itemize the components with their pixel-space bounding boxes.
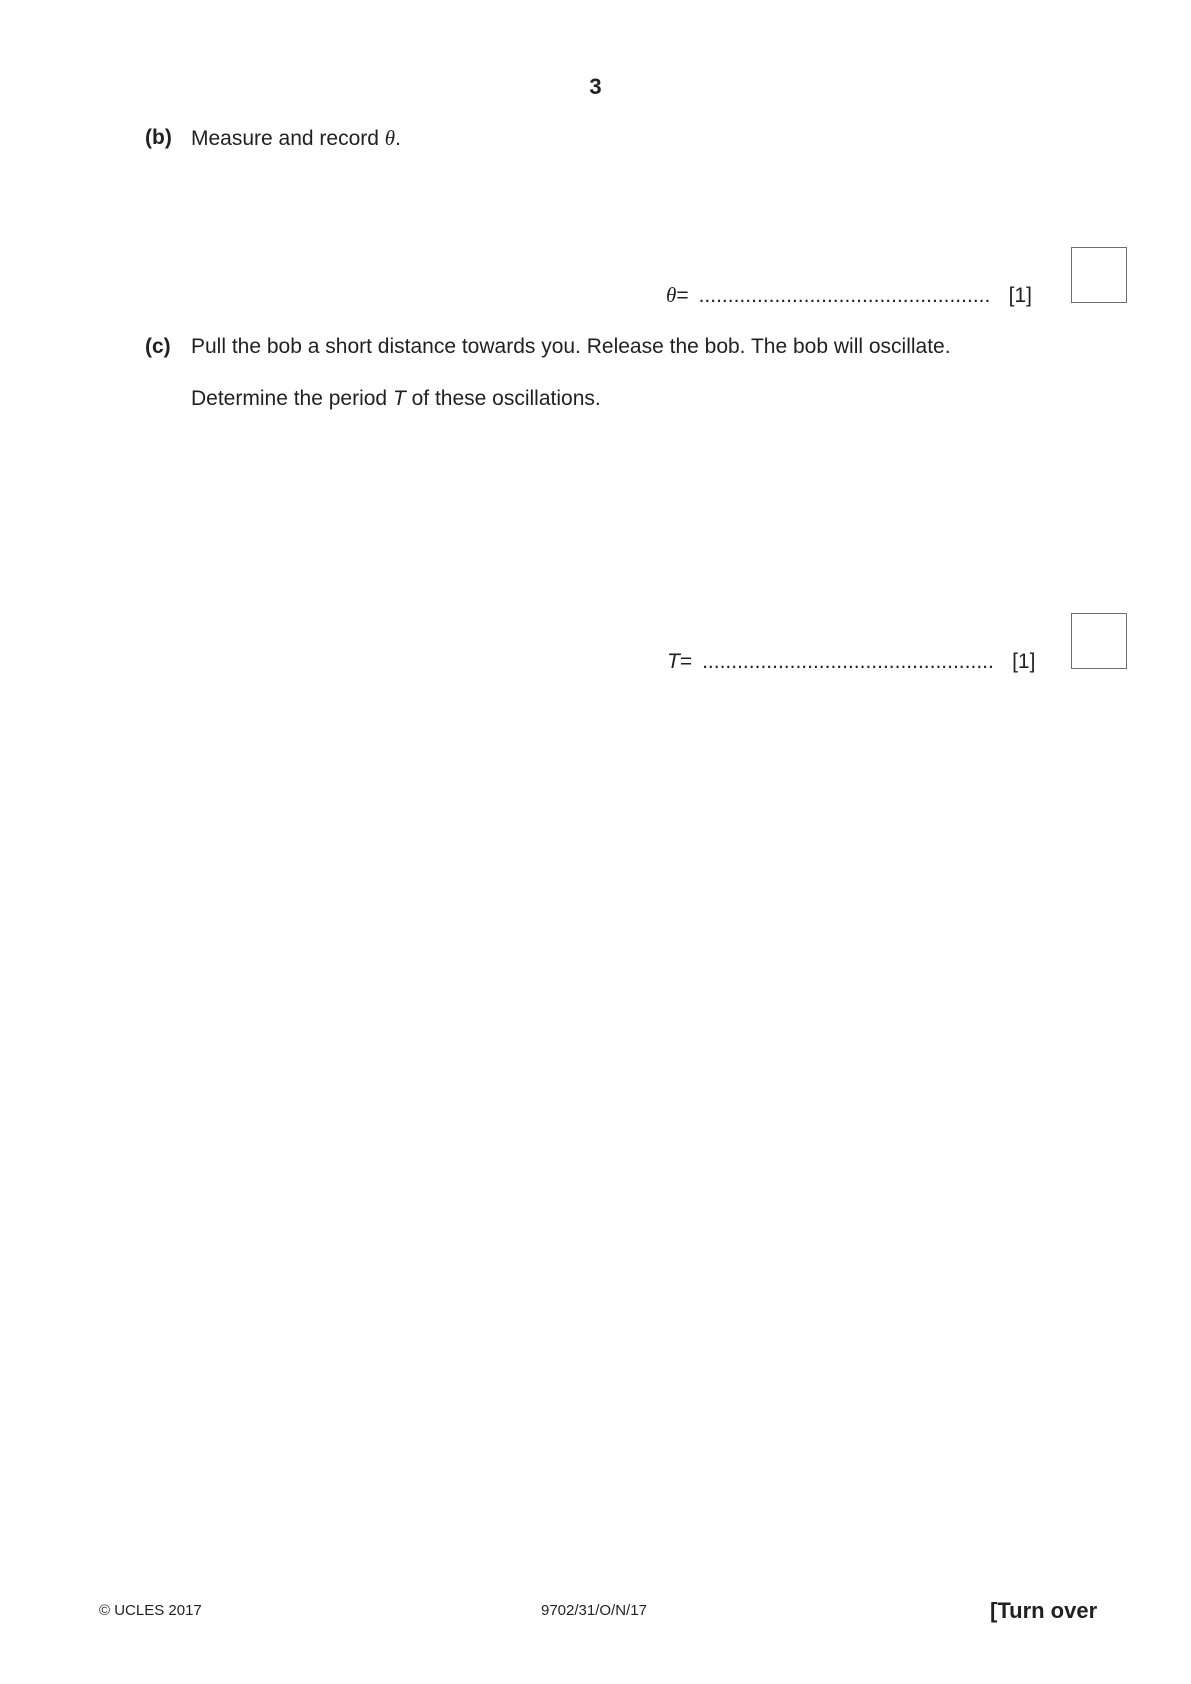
part-c-answer-field[interactable]: .................................................. <box>702 650 994 673</box>
part-c-line2-after: of these oscillations. <box>405 387 601 410</box>
turn-over-label: [Turn over <box>990 1598 1098 1623</box>
part-b-text-before: Measure and record <box>191 127 385 150</box>
part-c-answer-equals: = <box>679 650 693 673</box>
part-b-answer-field[interactable]: .................................................. <box>698 284 991 307</box>
part-b-answer-line <box>666 283 1032 308</box>
part-b-question <box>191 126 401 151</box>
part-c-line2-before: Determine the period <box>191 387 393 410</box>
page-number: 3 <box>589 74 602 99</box>
period-symbol: T <box>392 387 406 410</box>
part-c-line1: Pull the bob a short distance towards you. Release the bob. The bob will oscillate. <box>191 335 951 358</box>
part-b-marks: [1] <box>1008 284 1032 307</box>
part-c-line2 <box>191 387 601 411</box>
part-b-text-after: . <box>395 127 401 150</box>
part-b-answer-symbol: θ <box>666 283 677 307</box>
part-c-marks: [1] <box>1012 650 1036 673</box>
part-c-answer-symbol: T <box>667 650 680 673</box>
footer-paper-code: 9702/31/O/N/17 <box>541 1602 647 1619</box>
part-c-answer-line <box>667 650 1035 674</box>
part-c-examiner-box <box>1071 613 1127 669</box>
theta-symbol: θ <box>384 126 396 150</box>
part-c-label: (c) <box>145 335 171 358</box>
part-b-label: (b) <box>145 126 172 149</box>
part-b-examiner-box <box>1071 247 1127 303</box>
footer-copyright: © UCLES 2017 <box>99 1602 202 1619</box>
part-b-answer-equals: = <box>676 284 689 307</box>
